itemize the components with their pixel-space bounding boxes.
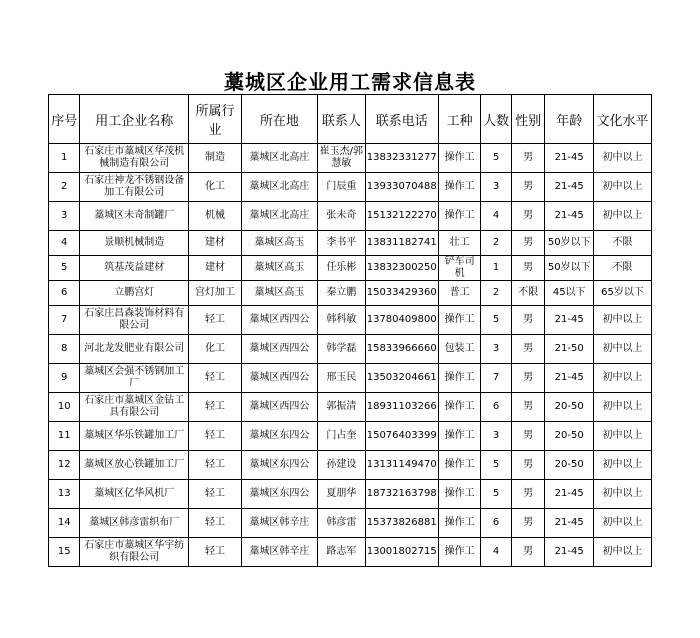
column-header: 所属行业 [189,95,242,144]
table-cell: 操作工 [438,451,481,480]
table-row [49,144,652,173]
table-cell: 藁城区北高庄 [241,173,317,202]
table-cell: 建材 [189,256,242,281]
table-cell: 李书平 [317,231,365,256]
table-cell: 操作工 [438,364,481,393]
table-cell: 包装工 [438,335,481,364]
table-cell: 藁城区高玉 [241,256,317,281]
table-cell: 初中以上 [594,306,652,335]
table-cell: 45以下 [545,281,594,306]
table-cell: 操作工 [438,202,481,231]
table-cell: 13831182741 [365,231,438,256]
table-cell: 藁城区华乐铁罐加工厂 [80,422,189,451]
table-body [49,144,652,567]
table-cell: 21-45 [545,144,594,173]
table-cell: 藁城区东四公 [241,451,317,480]
table-cell: 操作工 [438,173,481,202]
table-cell: 男 [511,173,545,202]
table-cell: 7 [481,364,511,393]
table-cell: 郭振清 [317,393,365,422]
table-cell: 3 [481,173,511,202]
table-cell: 筑基茂益建材 [80,256,189,281]
table-cell: 男 [511,364,545,393]
table-cell: 立鹏宫灯 [80,281,189,306]
table-cell: 操作工 [438,538,481,567]
table-cell: 男 [511,231,545,256]
table-row [49,231,652,256]
table-row [49,281,652,306]
table-row [49,256,652,281]
table-cell: 14 [49,509,80,538]
page-title: 藁城区企业用工需求信息表 [224,70,476,94]
table-cell: 男 [511,256,545,281]
table-cell: 20-50 [545,451,594,480]
table-cell: 夏朋华 [317,480,365,509]
table-cell: 藁城区会强不锈钢加工厂 [80,364,189,393]
table-row [49,202,652,231]
table-cell: 制造 [189,144,242,173]
table-cell: 韩学磊 [317,335,365,364]
table-cell: 门辰重 [317,173,365,202]
table-cell: 秦立鹏 [317,281,365,306]
table-cell: 轻工 [189,538,242,567]
table-cell: 初中以上 [594,538,652,567]
table-cell: 轻工 [189,451,242,480]
table-cell: 操作工 [438,144,481,173]
table-cell: 8 [49,335,80,364]
table-row [49,451,652,480]
table-cell: 化工 [189,173,242,202]
table-cell: 崔玉杰/郭慧敏 [317,144,365,173]
table-cell: 藁城区西四公 [241,335,317,364]
table-cell: 65岁以下 [594,281,652,306]
table-cell: 13933070488 [365,173,438,202]
table-cell: 孙建设 [317,451,365,480]
table-cell: 初中以上 [594,364,652,393]
table-row [49,480,652,509]
table-cell: 15033429360 [365,281,438,306]
table-cell: 13503204661 [365,364,438,393]
table-cell: 藁城区亿华风机厂 [80,480,189,509]
table-cell: 15132122270 [365,202,438,231]
table-row [49,364,652,393]
column-header: 年龄 [545,95,594,144]
table-cell: 21-45 [545,306,594,335]
table-cell: 初中以上 [594,202,652,231]
table-cell: 21-45 [545,509,594,538]
table-cell: 藁城区西四公 [241,306,317,335]
table-cell: 13832331277 [365,144,438,173]
table-cell: 路志军 [317,538,365,567]
table-cell: 藁城区韩辛庄 [241,509,317,538]
table-cell: 藁城区高玉 [241,281,317,306]
table-cell: 石家庄市藁城区华宇纺织有限公司 [80,538,189,567]
table-cell: 藁城区放心铁罐加工厂 [80,451,189,480]
table-row [49,306,652,335]
table-row [49,538,652,567]
table-cell: 15833966660 [365,335,438,364]
table-cell: 3 [49,202,80,231]
demand-table [48,94,652,567]
table-cell: 不限 [594,256,652,281]
column-header: 联系电话 [365,95,438,144]
table-row [49,173,652,202]
table-row [49,393,652,422]
table-cell: 初中以上 [594,173,652,202]
table-cell: 男 [511,422,545,451]
table-cell: 18931103266 [365,393,438,422]
table-cell: 13001802715 [365,538,438,567]
table-cell: 21-45 [545,480,594,509]
table-cell: 藁城区高玉 [241,231,317,256]
table-cell: 建材 [189,231,242,256]
table-cell: 20-50 [545,393,594,422]
table-cell: 初中以上 [594,422,652,451]
table-cell: 操作工 [438,393,481,422]
table-cell: 张未奇 [317,202,365,231]
column-header: 性别 [511,95,545,144]
table-cell: 15 [49,538,80,567]
table-cell: 13780409800 [365,306,438,335]
column-header: 所在地 [241,95,317,144]
table-cell: 轻工 [189,480,242,509]
table-cell: 男 [511,538,545,567]
table-cell: 轻工 [189,393,242,422]
table-cell: 男 [511,509,545,538]
table-cell: 13832300250 [365,256,438,281]
table-cell: 男 [511,144,545,173]
table-cell: 1 [481,256,511,281]
table-row [49,509,652,538]
table-cell: 4 [49,231,80,256]
table-cell: 壮工 [438,231,481,256]
table-cell: 2 [49,173,80,202]
table-cell: 初中以上 [594,509,652,538]
table-cell: 9 [49,364,80,393]
table-cell: 机械 [189,202,242,231]
table-cell: 男 [511,451,545,480]
header-row [49,95,652,144]
table-cell: 韩科敏 [317,306,365,335]
table-cell: 藁城区韩彦雷织布厂 [80,509,189,538]
table-cell: 普工 [438,281,481,306]
table-cell: 韩彦雷 [317,509,365,538]
table-cell: 18732163798 [365,480,438,509]
table-cell: 50岁以下 [545,231,594,256]
table-cell: 5 [481,306,511,335]
table-cell: 6 [49,281,80,306]
table-row [49,335,652,364]
table-cell: 男 [511,393,545,422]
table-cell: 20-50 [545,422,594,451]
table-cell: 50岁以下 [545,256,594,281]
table-cell: 藁城区韩辛庄 [241,538,317,567]
table-cell: 初中以上 [594,393,652,422]
table-cell: 操作工 [438,306,481,335]
table-cell: 轻工 [189,509,242,538]
column-header: 联系人 [317,95,365,144]
table-cell: 石家庄市藁城区金钻工具有限公司 [80,393,189,422]
table-cell: 4 [481,538,511,567]
table-cell: 河北龙发肥业有限公司 [80,335,189,364]
table-cell: 15373826881 [365,509,438,538]
table-cell: 轻工 [189,306,242,335]
table-cell: 13 [49,480,80,509]
table-cell: 12 [49,451,80,480]
table-cell: 藁城区东四公 [241,422,317,451]
table-cell: 11 [49,422,80,451]
table-cell: 初中以上 [594,335,652,364]
table-cell: 21-45 [545,173,594,202]
table-cell: 操作工 [438,509,481,538]
table-cell: 石家庄昌森装饰材料有限公司 [80,306,189,335]
table-cell: 6 [481,393,511,422]
table-cell: 轻工 [189,422,242,451]
table-cell: 轻工 [189,364,242,393]
column-header: 序号 [49,95,80,144]
table-cell: 10 [49,393,80,422]
table-cell: 藁城区北高庄 [241,202,317,231]
table-cell: 邢玉民 [317,364,365,393]
table-cell: 4 [481,202,511,231]
table-cell: 藁城区西四公 [241,364,317,393]
table-cell: 15076403399 [365,422,438,451]
table-row [49,422,652,451]
table-cell: 藁城区西四公 [241,393,317,422]
table-cell: 7 [49,306,80,335]
column-header: 工种 [438,95,481,144]
table-cell: 不限 [594,231,652,256]
table-cell: 2 [481,281,511,306]
table-cell: 21-45 [545,202,594,231]
table-cell: 化工 [189,335,242,364]
table-cell: 操作工 [438,422,481,451]
table-cell: 不限 [511,281,545,306]
column-header: 用工企业名称 [80,95,189,144]
column-header: 人数 [481,95,511,144]
table-cell: 2 [481,231,511,256]
table-cell: 藁城区东四公 [241,480,317,509]
table-cell: 藁城区未奇制罐厂 [80,202,189,231]
table-cell: 男 [511,306,545,335]
table-cell: 宫灯加工 [189,281,242,306]
table-cell: 21-45 [545,364,594,393]
table-cell: 初中以上 [594,480,652,509]
table-cell: 藁城区北高庄 [241,144,317,173]
table-cell: 5 [481,144,511,173]
table-cell: 5 [49,256,80,281]
table-cell: 男 [511,202,545,231]
column-header: 文化水平 [594,95,652,144]
table-cell: 21-50 [545,335,594,364]
table-cell: 13131149470 [365,451,438,480]
table-cell: 男 [511,480,545,509]
table-cell: 21-45 [545,538,594,567]
table-cell: 5 [481,480,511,509]
table-cell: 初中以上 [594,144,652,173]
table-cell: 3 [481,335,511,364]
table-cell: 石家庄神龙不锈钢设备加工有限公司 [80,173,189,202]
table-cell: 景顺机械制造 [80,231,189,256]
table-cell: 石家庄市藁城区华茂机械制造有限公司 [80,144,189,173]
table-cell: 1 [49,144,80,173]
table-cell: 操作工 [438,480,481,509]
table-cell: 男 [511,335,545,364]
table-cell: 任乐彬 [317,256,365,281]
table-cell: 初中以上 [594,451,652,480]
table-cell: 5 [481,451,511,480]
table-cell: 铲车司机 [438,256,481,281]
table-cell: 3 [481,422,511,451]
table-cell: 6 [481,509,511,538]
table-cell: 门占奎 [317,422,365,451]
